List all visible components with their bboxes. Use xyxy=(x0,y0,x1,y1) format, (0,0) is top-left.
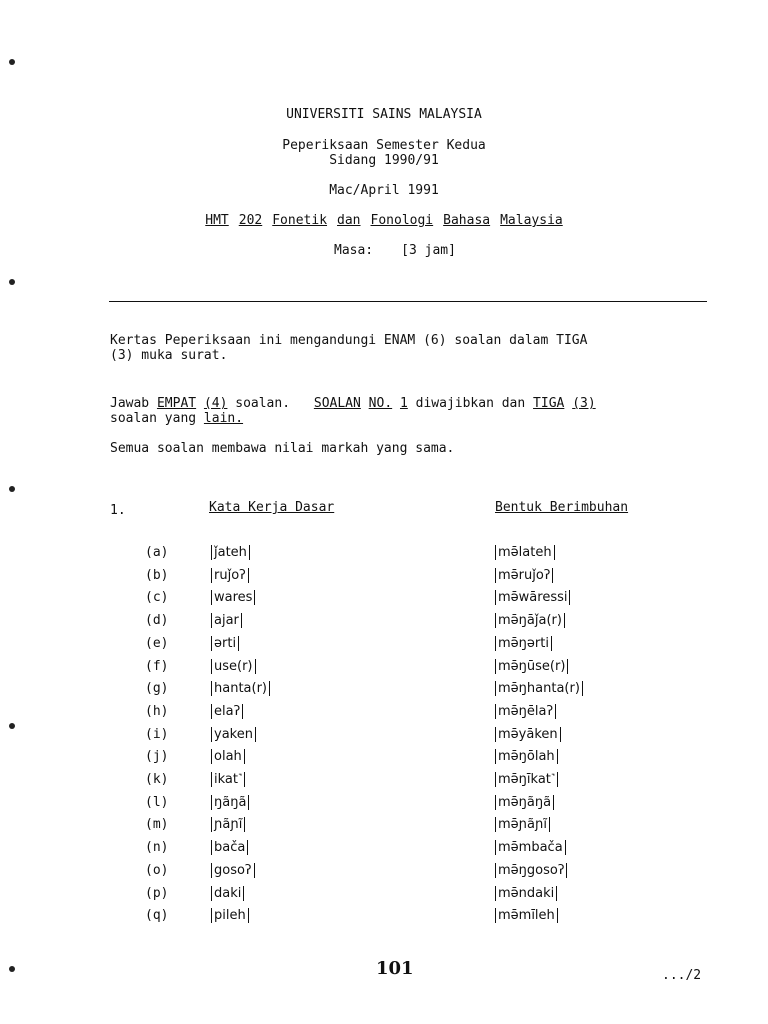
base-word xyxy=(211,908,249,923)
item-label: (q) xyxy=(145,908,169,923)
base-word-transcription: daki xyxy=(211,886,244,901)
text-tiga-num: (3) xyxy=(572,396,596,411)
base-word-transcription: yaken xyxy=(211,727,256,742)
question-number: 1. xyxy=(110,503,126,518)
instructions-line1: Kertas Peperiksaan ini mengandungi ENAM (6) soalan dalam TIGA xyxy=(110,333,588,348)
text-tiga: TIGA xyxy=(533,396,565,411)
base-word xyxy=(211,704,243,719)
derived-form-transcription: mə̄ruǰoʔ xyxy=(495,568,553,583)
base-word xyxy=(211,772,245,787)
item-label: (c) xyxy=(145,590,169,605)
base-word xyxy=(211,613,242,628)
derived-form xyxy=(495,817,550,832)
header-divider xyxy=(109,301,707,302)
text-soalan-yang: soalan yang xyxy=(110,411,197,426)
derived-form-transcription: mə̄mīleh xyxy=(495,908,558,923)
base-word xyxy=(211,590,255,605)
derived-form xyxy=(495,545,555,560)
course-word: Malaysia xyxy=(500,213,563,228)
item-label: (n) xyxy=(145,840,169,855)
item-label: (b) xyxy=(145,568,169,583)
item-label: (h) xyxy=(145,704,169,719)
base-word xyxy=(211,636,239,651)
column-header-base: Kata Kerja Dasar xyxy=(209,500,335,515)
margin-mark xyxy=(9,59,15,65)
derived-form-transcription: mə̄ɲãɲĩ xyxy=(495,817,550,832)
item-label: (m) xyxy=(145,817,169,832)
derived-form-transcription: mə̄ŋūse(r) xyxy=(495,659,568,674)
item-label: (f) xyxy=(145,659,169,674)
derived-form xyxy=(495,568,553,583)
derived-form xyxy=(495,681,583,696)
item-label: (d) xyxy=(145,613,169,628)
text-lain: lain. xyxy=(203,411,244,426)
derived-form-transcription: mə̄ndaki xyxy=(495,886,557,901)
derived-form xyxy=(495,908,558,923)
text-diwajibkan: diwajibkan dan xyxy=(415,396,526,411)
base-word xyxy=(211,840,248,855)
base-word xyxy=(211,795,249,810)
university-name: UNIVERSITI SAINS MALAYSIA xyxy=(286,107,482,122)
derived-form xyxy=(495,772,558,787)
base-word-transcription: elaʔ xyxy=(211,704,243,719)
duration-label: Masa: xyxy=(334,243,374,258)
derived-form xyxy=(495,636,552,651)
derived-form-transcription: mə̄ŋīkat˺ xyxy=(495,772,558,787)
instructions-line5: Semua soalan membawa nilai markah yang sama. xyxy=(110,441,455,456)
course-code: HMT xyxy=(205,213,229,228)
derived-form xyxy=(495,863,567,878)
derived-form xyxy=(495,659,568,674)
text-soalan-no-a: SOALAN xyxy=(313,396,361,411)
base-word-transcription: ərti xyxy=(211,636,239,651)
base-word xyxy=(211,568,249,583)
base-word xyxy=(211,659,256,674)
derived-form-transcription: mə̄yāken xyxy=(495,727,561,742)
page-number: 101 xyxy=(376,958,414,979)
derived-form xyxy=(495,613,565,628)
derived-form-transcription: mə̄mbača xyxy=(495,840,566,855)
text-soalan-no-b: NO. xyxy=(368,396,393,411)
base-word-transcription: pileh xyxy=(211,908,249,923)
base-word-transcription: wares xyxy=(211,590,255,605)
base-word xyxy=(211,681,270,696)
exam-title-line1: Peperiksaan Semester Kedua xyxy=(282,138,486,153)
item-label: (k) xyxy=(145,772,169,787)
base-word-transcription: ikat˺ xyxy=(211,772,245,787)
margin-mark xyxy=(9,966,15,972)
base-word-transcription: bača xyxy=(211,840,248,855)
base-word-transcription: ɲãɲĩ xyxy=(211,817,245,832)
text-soalan: soalan. xyxy=(235,396,291,411)
derived-form-transcription: mə̄wāressi xyxy=(495,590,570,605)
continuation-marker: .../2 xyxy=(662,968,702,983)
base-word xyxy=(211,727,256,742)
item-label: (e) xyxy=(145,636,169,651)
margin-mark xyxy=(9,486,15,492)
course-title xyxy=(0,213,768,228)
course-number: 202 xyxy=(238,213,263,228)
margin-mark xyxy=(9,279,15,285)
base-word xyxy=(211,817,245,832)
derived-form-transcription: mə̄ŋərti xyxy=(495,636,552,651)
course-word: Bahasa xyxy=(443,213,491,228)
base-word xyxy=(211,886,244,901)
instructions-line3 xyxy=(110,396,596,411)
derived-form xyxy=(495,590,570,605)
course-word: Fonologi xyxy=(370,213,434,228)
item-label: (p) xyxy=(145,886,169,901)
base-word-transcription: olah xyxy=(211,749,245,764)
base-word-transcription: ruǰoʔ xyxy=(211,568,249,583)
text-empat-num: (4) xyxy=(203,396,228,411)
base-word-transcription: hanta(r) xyxy=(211,681,270,696)
text-jawab: Jawab xyxy=(110,396,150,411)
text-empat: EMPAT xyxy=(156,396,197,411)
derived-form-transcription: mə̄ŋhanta(r) xyxy=(495,681,583,696)
derived-form-transcription: mə̄ŋāǰa(r) xyxy=(495,613,565,628)
exam-title-line2: Sidang 1990/91 xyxy=(329,153,439,168)
base-word-transcription: ǰateh xyxy=(211,545,250,560)
duration-value: [3 jam] xyxy=(401,243,456,258)
margin-mark xyxy=(9,723,15,729)
base-word-transcription: use(r) xyxy=(211,659,256,674)
derived-form xyxy=(495,795,554,810)
item-label: (j) xyxy=(145,749,169,764)
column-header-derived: Bentuk Berimbuhan xyxy=(495,500,629,515)
derived-form-transcription: mə̄ŋēlaʔ xyxy=(495,704,556,719)
base-word-transcription: ajar xyxy=(211,613,242,628)
text-soalan-no-c: 1 xyxy=(399,396,408,411)
base-word xyxy=(211,545,250,560)
base-word-transcription: ŋãŋã xyxy=(211,795,249,810)
item-label: (i) xyxy=(145,727,169,742)
item-label: (g) xyxy=(145,681,169,696)
item-label: (o) xyxy=(145,863,169,878)
derived-form xyxy=(495,704,556,719)
derived-form-transcription: mə̄ŋōlah xyxy=(495,749,558,764)
instructions-line2: (3) muka surat. xyxy=(110,348,228,363)
derived-form xyxy=(495,727,561,742)
instructions-line4 xyxy=(110,411,243,426)
derived-form xyxy=(495,886,557,901)
item-label: (l) xyxy=(145,795,169,810)
derived-form xyxy=(495,749,558,764)
derived-form-transcription: mə̄lateh xyxy=(495,545,555,560)
course-word: Fonetik xyxy=(272,213,328,228)
derived-form xyxy=(495,840,566,855)
base-word xyxy=(211,749,245,764)
duration xyxy=(334,243,456,258)
course-word: dan xyxy=(337,213,361,228)
base-word xyxy=(211,863,255,878)
exam-date: Mac/April 1991 xyxy=(329,183,439,198)
derived-form-transcription: mə̄ŋgosoʔ xyxy=(495,863,567,878)
derived-form-transcription: mə̄ŋãŋã xyxy=(495,795,554,810)
item-label: (a) xyxy=(145,545,169,560)
base-word-transcription: gosoʔ xyxy=(211,863,255,878)
